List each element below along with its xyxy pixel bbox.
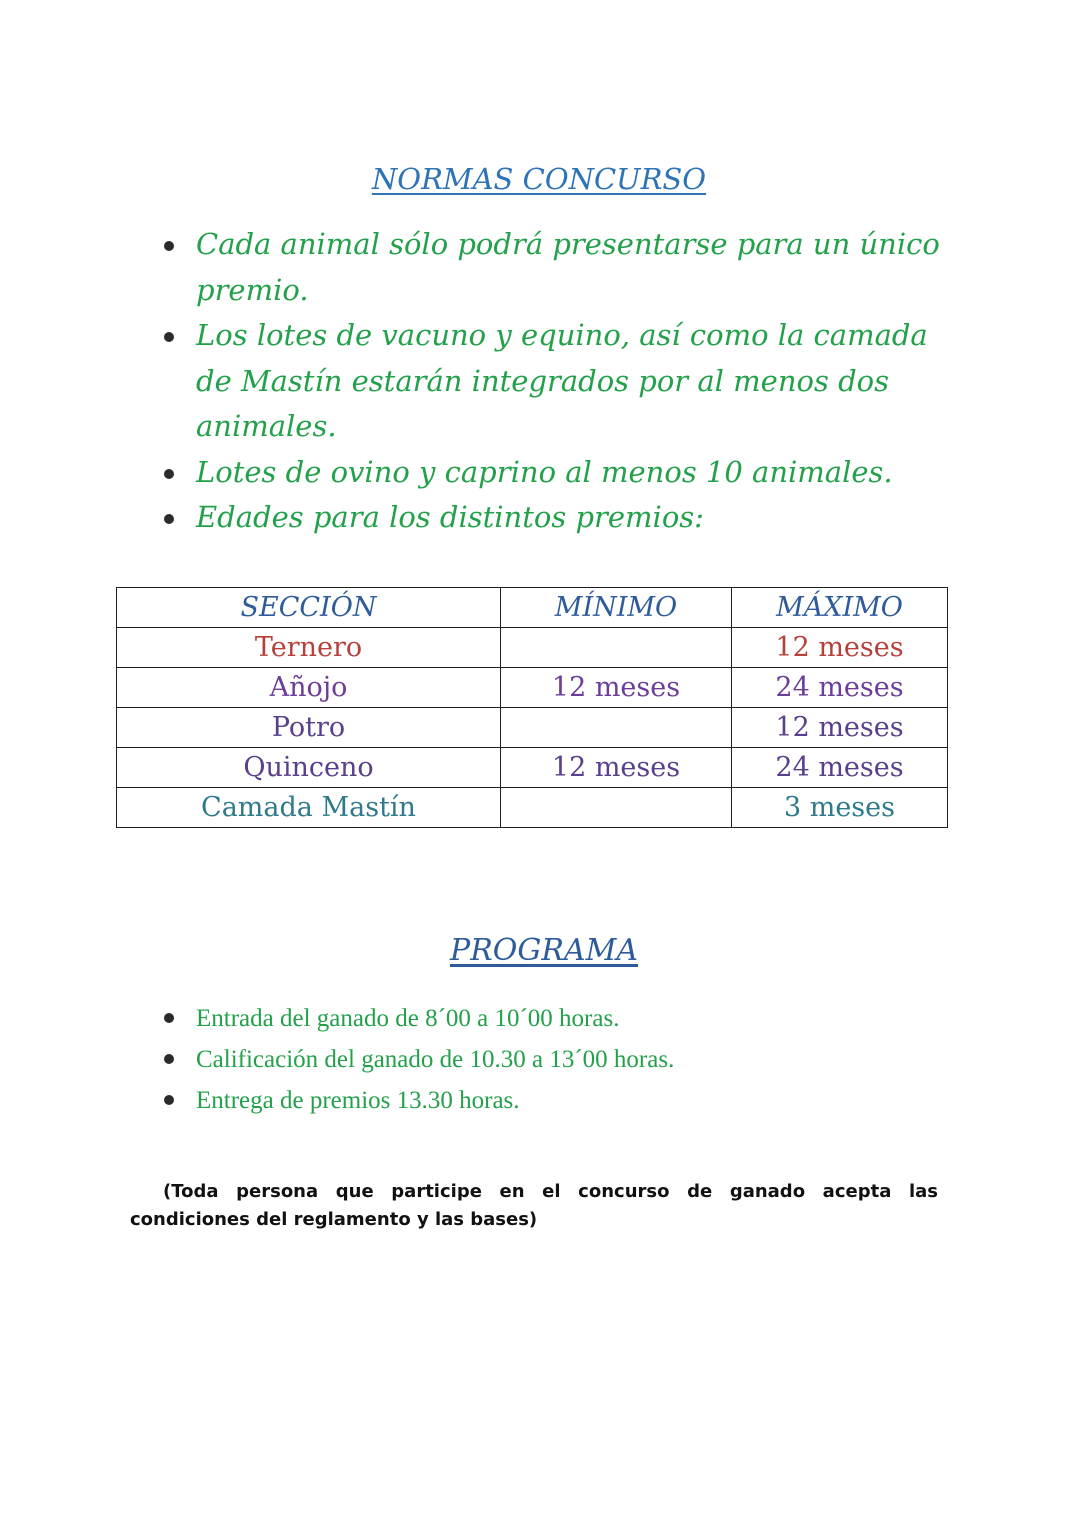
normas-title: NORMAS CONCURSO: [371, 162, 707, 196]
cell-maximo: 12 meses: [732, 628, 948, 668]
cell-minimo: [501, 788, 732, 828]
rules-list: [160, 222, 960, 541]
cell-seccion: Ternero: [117, 628, 501, 668]
programa-list: [160, 998, 960, 1121]
cell-maximo: 24 meses: [732, 668, 948, 708]
header-maximo: MÁXIMO: [732, 588, 948, 628]
programa-text: Entrega de premios 13.30 horas.: [196, 1087, 520, 1114]
list-item: [160, 1039, 960, 1080]
table-header-row: [117, 588, 948, 628]
cell-minimo: [501, 708, 732, 748]
bullet-icon: [164, 332, 174, 342]
programa-text: Calificación del ganado de 10.30 a 13´00 horas.: [196, 1046, 675, 1073]
list-item: [160, 222, 960, 313]
list-item: [160, 495, 960, 541]
cell-maximo: 24 meses: [732, 748, 948, 788]
bullet-icon: [164, 1054, 174, 1064]
cell-seccion: Potro: [117, 708, 501, 748]
ages-table: [116, 587, 948, 828]
rule-text: Cada animal sólo podrá presentarse para un único premio.: [196, 227, 940, 307]
rule-text: Los lotes de vacuno y equino, así como la camada de Mastín estarán integrados por al menos dos animales.: [196, 318, 928, 443]
cell-seccion: Quinceno: [117, 748, 501, 788]
conditions-note: (Toda persona que participe en el concurso de ganado acepta las condiciones del reglamento y las bases): [130, 1181, 938, 1230]
cell-minimo: [501, 628, 732, 668]
bullet-icon: [164, 1095, 174, 1105]
table-row: [117, 788, 948, 828]
rule-text: Lotes de ovino y caprino al menos 10 animales.: [196, 454, 893, 489]
list-item: [160, 313, 960, 450]
bullet-icon: [164, 469, 174, 479]
list-item: [160, 1080, 960, 1121]
list-item: [160, 998, 960, 1039]
programa-title: PROGRAMA: [450, 933, 638, 968]
programa-text: Entrada del ganado de 8´00 a 10´00 horas.: [196, 1005, 620, 1032]
cell-minimo: 12 meses: [501, 748, 732, 788]
rule-text: Edades para los distintos premios:: [196, 500, 704, 534]
table-row: [117, 668, 948, 708]
table-row: [117, 708, 948, 748]
bullet-icon: [164, 241, 174, 251]
cell-seccion: Camada Mastín: [117, 788, 501, 828]
header-seccion: SECCIÓN: [117, 588, 501, 628]
bullet-icon: [164, 514, 174, 524]
bullet-icon: [164, 1013, 174, 1023]
cell-seccion: Añojo: [117, 668, 501, 708]
table-row: [117, 748, 948, 788]
header-minimo: MÍNIMO: [501, 588, 732, 628]
cell-maximo: 12 meses: [732, 708, 948, 748]
list-item: [160, 450, 960, 496]
cell-minimo: 12 meses: [501, 668, 732, 708]
cell-maximo: 3 meses: [732, 788, 948, 828]
table-row: [117, 628, 948, 668]
